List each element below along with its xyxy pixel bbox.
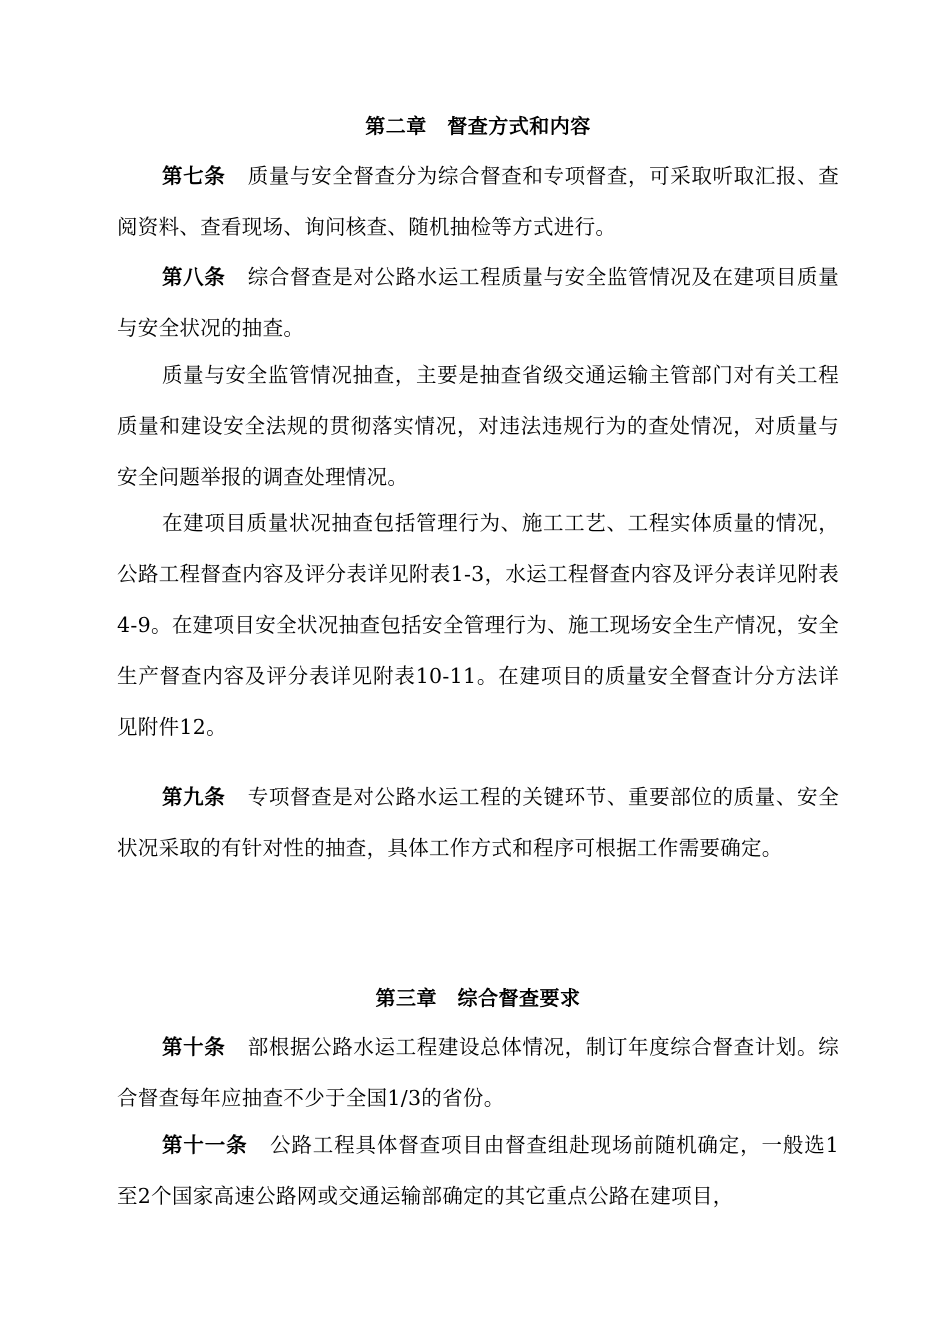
- article-10-text: 部根据公路水运工程建设总体情况，制订年度综合督查计划。综合督查每年应抽查不少于全国1/3的省份。: [117, 1035, 839, 1110]
- article-9-text: 专项督查是对公路水运工程的关键环节、重要部位的质量、安全状况采取的有针对性的抽查，具体工作方式和程序可根据工作需要确定。: [117, 785, 839, 860]
- article-11-number: 第十一条: [162, 1133, 248, 1157]
- article-9-number: 第九条: [162, 785, 226, 809]
- article-11-text: 公路工程具体督查项目由督查组赴现场前随机确定，一般选1至2个国家高速公路网或交通运输部确定的其它重点公路在建项目，: [117, 1133, 839, 1208]
- article-7-number: 第七条: [162, 164, 226, 188]
- article-8-number: 第八条: [162, 265, 226, 289]
- chapter-2-title: 第二章 督查方式和内容: [365, 114, 591, 138]
- article-10: [117, 1022, 839, 1124]
- article-11: [117, 1120, 839, 1222]
- article-7-text: 质量与安全督查分为综合督查和专项督查，可采取听取汇报、查阅资料、查看现场、询问核查、随机抽检等方式进行。: [117, 164, 839, 239]
- article-8-text: 综合督查是对公路水运工程质量与安全监管情况及在建项目质量与安全状况的抽查。: [117, 265, 839, 340]
- paragraph-supervision: 质量与安全监管情况抽查，主要是抽查省级交通运输主管部门对有关工程质量和建设安全法规的贯彻落实情况，对违法违规行为的查处情况，对质量与安全问题举报的调查处理情况。: [117, 363, 839, 489]
- chapter-3-title: 第三章 综合督查要求: [375, 986, 581, 1010]
- article-9: [117, 772, 839, 874]
- article-7: [117, 151, 839, 253]
- article-8: [117, 252, 839, 354]
- article-10-number: 第十条: [162, 1035, 226, 1059]
- paragraph-projects: 在建项目质量状况抽查包括管理行为、施工工艺、工程实体质量的情况，公路工程督查内容及评分表详见附表1-3，水运工程督查内容及评分表详见附表4-9。在建项目安全状况抽查包括安全管理行为、施工现场安全生产情况，安全生产督查内容及评分表详见附表10-11。在建项目的质量安全督查计分方法详见附件12。: [117, 511, 839, 739]
